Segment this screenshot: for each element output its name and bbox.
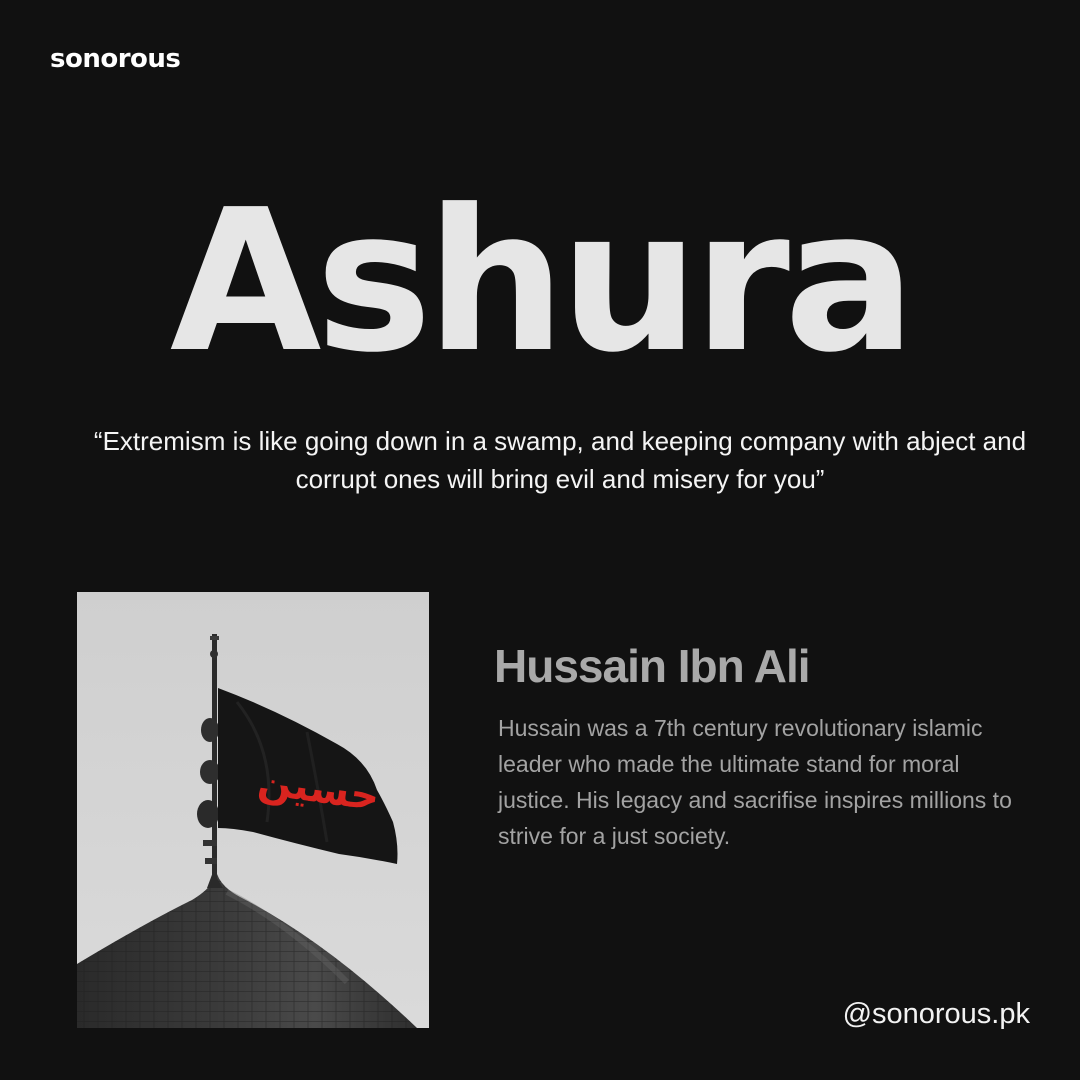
- flag-inscription: حسين: [255, 757, 383, 821]
- social-handle: @sonorous.pk: [842, 998, 1030, 1030]
- bio-description: Hussain was a 7th century revolutionary islamic leader who made the ultimate stand for moral justice. His legacy and sacrifise inspires millions to strive for a just society.: [498, 715, 1012, 849]
- bio-title: Hussain Ibn Ali: [494, 640, 810, 692]
- brand-logo: sonorous: [50, 44, 181, 74]
- headline: Ashura: [169, 168, 911, 396]
- quote-text: “Extremism is like going down in a swamp, and keeping company with abject and corrupt ones will bring evil and misery for you”: [93, 426, 1027, 494]
- dome-flag-photo: [77, 592, 429, 1028]
